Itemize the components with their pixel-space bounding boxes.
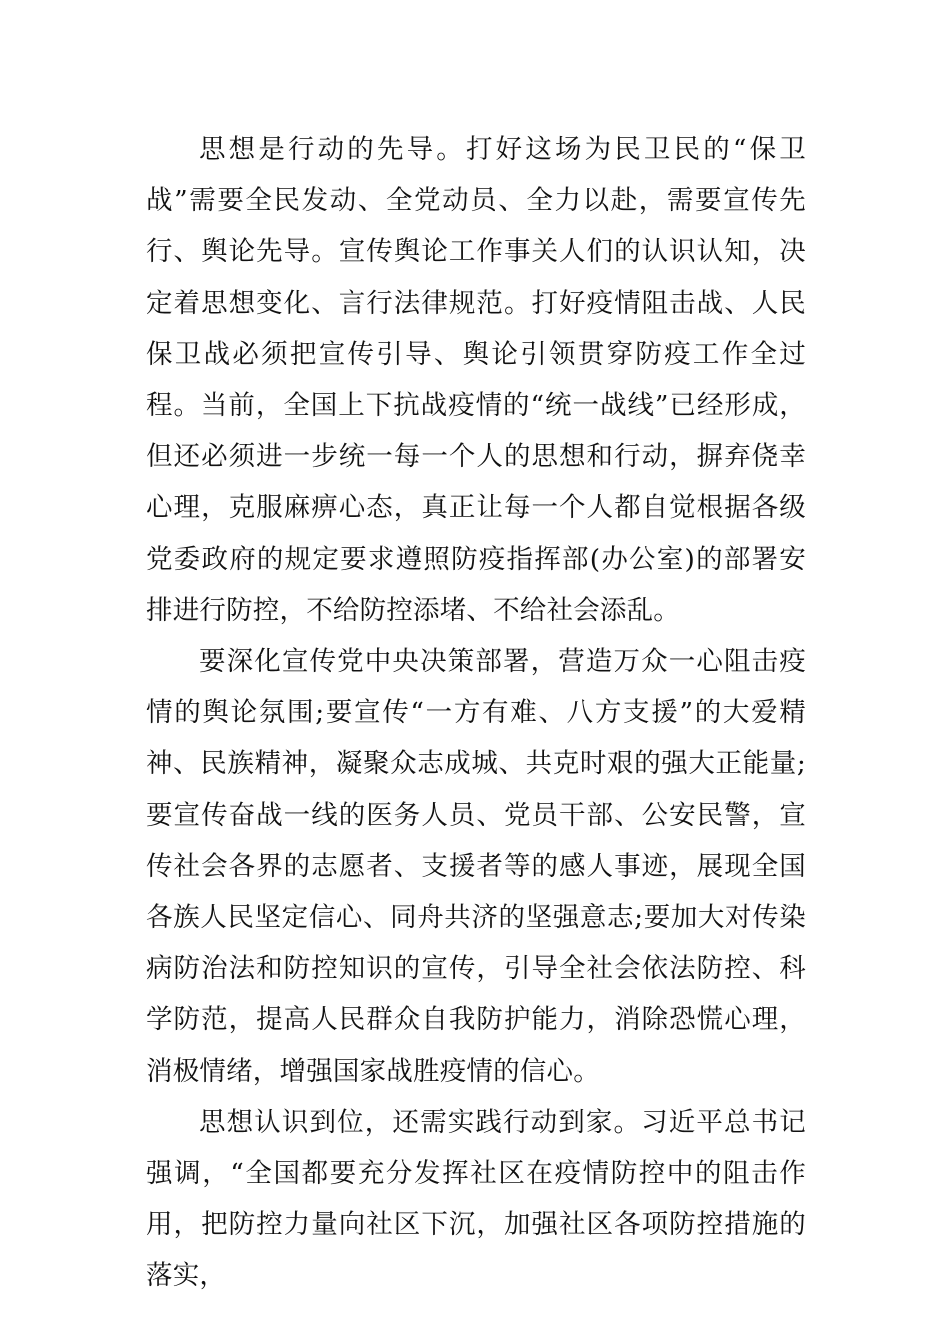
paragraph-1: 思想是行动的先导。打好这场为民卫民的“保卫战”需要全民发动、全党动员、全力以赴，需要宣传先行、舆论先导。宣传舆论工作事关人们的认识认知，决定着思想变化、言行法律规范。打好疫情阻击战、人民保卫战必须把宣传引导、舆论引领贯穿防疫工作全过程。当前，全国上下抗战疫情的“统一战线”已经形成，但还必须进一步统一每一个人的思想和行动，摒弃侥幸心理，克服麻痹心态，真正让每一个人都自觉根据各级党委政府的规定要求遵照防疫指挥部(办公室)的部署安排进行防控，不给防控添堵、不给社会添乱。 xyxy=(146,134,806,626)
paragraph-3: 思想认识到位，还需实践行动到家。习近平总书记强调，“全国都要充分发挥社区在疫情防控中的阻击作用，把防控力量向社区下沉，加强社区各项防控措施的落实， xyxy=(146,1106,806,1292)
document-body xyxy=(146,124,806,1302)
paragraph-2: 要深化宣传党中央决策部署，营造万众一心阻击疫情的舆论氛围;要宣传“一方有难、八方支援”的大爱精神、民族精神，凝聚众志成城、共克时艰的强大正能量;要宣传奋战一线的医务人员、党员干部、公安民警，宣传社会各界的志愿者、支援者等的感人事迹，展现全国各族人民坚定信心、同舟共济的坚强意志;要加大对传染病防治法和防控知识的宣传，引导全社会依法防控、科学防范，提高人民群众自我防护能力，消除恐慌心理，消极情绪，增强国家战胜疫情的信心。 xyxy=(146,646,806,1087)
